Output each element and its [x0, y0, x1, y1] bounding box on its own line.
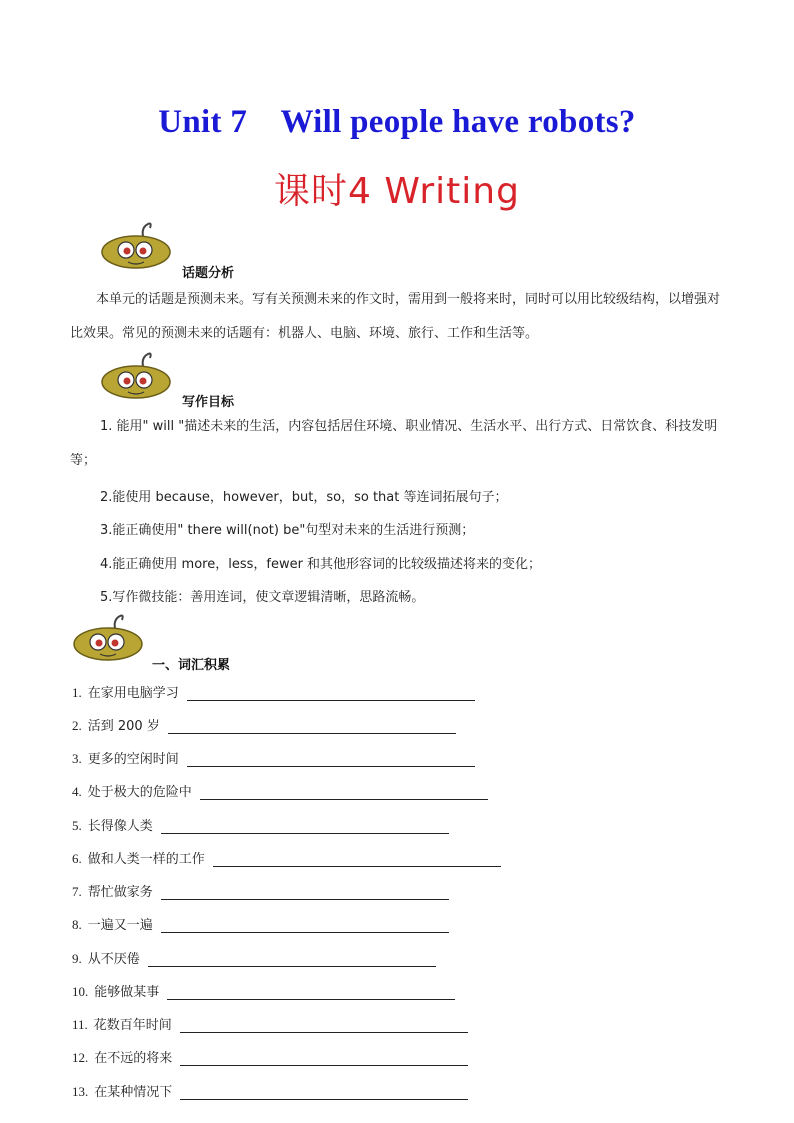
vocab-prompt: 从不厌倦 — [87, 952, 140, 967]
vocab-prompt: 能够做某事 — [94, 985, 160, 1000]
vocab-num: 11. — [72, 1017, 88, 1032]
vocab-item — [72, 1081, 468, 1100]
answer-blank[interactable] — [187, 752, 475, 767]
vocab-num: 5. — [72, 818, 82, 833]
lesson-subtitle: 课时4 Writing — [274, 171, 520, 212]
vocab-item — [72, 981, 455, 1000]
answer-blank[interactable] — [200, 785, 488, 800]
vocab-prompt: 活到 200 岁 — [87, 719, 160, 734]
vocab-num: 13. — [72, 1084, 89, 1099]
vocab-prompt: 一遍又一遍 — [87, 918, 153, 933]
vocab-num: 4. — [72, 784, 82, 799]
answer-blank[interactable] — [167, 985, 455, 1000]
vocab-item — [72, 781, 488, 800]
topic-heading: 话题分析 — [182, 266, 235, 281]
topic-paragraph — [70, 283, 725, 351]
vocab-item — [72, 1047, 468, 1066]
vocab-item — [72, 1014, 468, 1033]
vocab-item — [72, 815, 449, 834]
vocab-item — [72, 848, 501, 867]
answer-blank[interactable] — [180, 1018, 468, 1033]
topic-text: 本单元的话题是预测未来。写有关预测未来的作文时，需用到一般将来时，同时可以用比较级结构，以增强对比效果。常见的预测未来的话题有：机器人、电脑、环境、旅行、工作和生活等。 — [70, 292, 721, 341]
answer-blank[interactable] — [161, 819, 449, 834]
page-title: Unit 7 Will people have robots? — [158, 104, 636, 140]
vocab-prompt: 在家用电脑学习 — [87, 686, 179, 701]
robot-mascot-icon — [100, 352, 172, 402]
answer-blank[interactable] — [180, 1051, 468, 1066]
vocab-item — [72, 914, 449, 933]
vocab-prompt: 长得像人类 — [87, 819, 153, 834]
vocab-item — [72, 881, 449, 900]
answer-blank[interactable] — [161, 885, 449, 900]
robot-mascot-icon — [100, 222, 172, 272]
vocab-prompt: 在某种情况下 — [94, 1085, 173, 1100]
answer-blank[interactable] — [148, 952, 436, 967]
robot-mascot-icon — [72, 614, 144, 664]
vocab-num: 2. — [72, 718, 82, 733]
goal-item-text: 1. 能用" will "描述未来的生活，内容包括居住环境、职业情况、生活水平、出行方式、日常饮食、科技发明等； — [70, 419, 718, 468]
vocab-prompt: 更多的空闲时间 — [87, 752, 179, 767]
goal-item — [70, 410, 725, 478]
goal-item: 5.写作微技能：善用连词，使文章逻辑清晰，思路流畅。 — [100, 590, 425, 605]
vocab-num: 10. — [72, 984, 89, 999]
goal-item: 3.能正确使用" there will(not) be"句型对未来的生活进行预测； — [100, 523, 475, 538]
vocab-num: 7. — [72, 884, 82, 899]
answer-blank[interactable] — [168, 719, 456, 734]
vocab-item — [72, 948, 436, 967]
vocab-item — [72, 682, 475, 701]
answer-blank[interactable] — [187, 686, 475, 701]
vocab-prompt: 做和人类一样的工作 — [87, 852, 205, 867]
vocab-num: 1. — [72, 685, 82, 700]
vocab-num: 6. — [72, 851, 82, 866]
vocab-item — [72, 748, 475, 767]
vocab-prompt: 帮忙做家务 — [87, 885, 153, 900]
answer-blank[interactable] — [161, 918, 449, 933]
vocab-num: 9. — [72, 951, 82, 966]
goal-item: 2.能使用 because，however，but，so，so that 等连词拓展句子； — [100, 490, 508, 505]
vocab-heading: 一、词汇积累 — [152, 658, 231, 673]
answer-blank[interactable] — [180, 1085, 468, 1100]
goal-item: 4.能正确使用 more，less，fewer 和其他形容词的比较级描述将来的变化； — [100, 557, 542, 572]
vocab-prompt: 处于极大的危险中 — [87, 785, 192, 800]
goals-heading: 写作目标 — [182, 395, 235, 410]
vocab-prompt: 花数百年时间 — [93, 1018, 172, 1033]
vocab-num: 3. — [72, 751, 82, 766]
vocab-num: 12. — [72, 1050, 89, 1065]
vocab-item — [72, 715, 456, 734]
vocab-num: 8. — [72, 917, 82, 932]
vocab-prompt: 在不远的将来 — [94, 1051, 173, 1066]
answer-blank[interactable] — [213, 852, 501, 867]
